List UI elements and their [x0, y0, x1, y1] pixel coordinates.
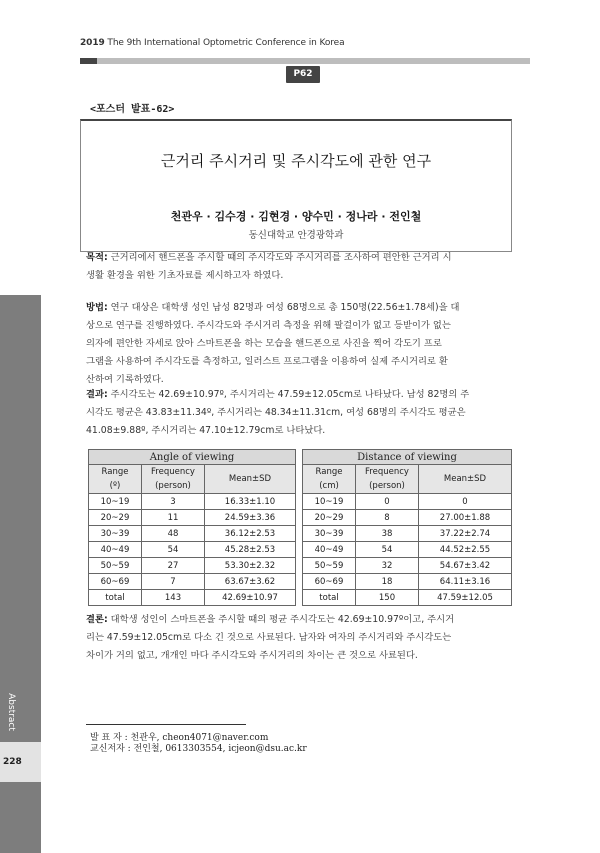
- objective-section: [86, 249, 510, 285]
- objective-line-2: 생활 환경을 위한 기초자료를 제시하고자 하였다.: [86, 270, 284, 281]
- footnote-rule: [86, 724, 246, 725]
- table-row-total: total 143 42.69±10.97: [89, 590, 296, 606]
- distance-header-range: Range (cm): [303, 465, 356, 494]
- conclusion-section: [86, 611, 510, 665]
- table-row: 60~69 18 64.11±3.16: [303, 574, 512, 590]
- presenter-footnote: 발 표 자 : 천관우, cheon4071@naver.com: [90, 733, 269, 743]
- table-row: 20~29 11 24.59±3.36: [89, 510, 296, 526]
- distance-header-frequency: Frequency (person): [356, 465, 419, 494]
- table-row: 20~29 8 27.00±1.88: [303, 510, 512, 526]
- distance-of-viewing-table: [302, 449, 512, 606]
- paper-title: 근거리 주시거리 및 주시각도에 관한 연구: [160, 152, 432, 170]
- angle-header-mean: Mean±SD: [205, 465, 296, 494]
- objective-line-1: 목적: 근거리에서 핸드폰을 주시할 때의 주시각도와 주시거리를 조사하여 편안한 근거리 시: [86, 252, 452, 263]
- poster-code-badge: P62: [286, 66, 320, 83]
- conference-name: The 9th International Optometric Conference in Korea: [107, 38, 345, 48]
- angle-of-viewing-table: [88, 449, 296, 606]
- table-row: 10~19 3 16.33±1.10: [89, 494, 296, 510]
- conference-header: [80, 38, 345, 48]
- table-row: 40~49 54 44.52±2.55: [303, 542, 512, 558]
- methods-line-2: 상으로 연구를 진행하였다. 주시각도와 주시거리 측정을 위해 팔걸이가 없고 등받이가 없는: [86, 320, 451, 331]
- results-line-3: 41.08±9.88º, 주시거리는 47.10±12.79cm로 나타났다.: [86, 425, 326, 436]
- table-row: 30~39 38 37.22±2.74: [303, 526, 512, 542]
- conclusion-line-3: 차이가 거의 없고, 개개인 마다 주시각도와 주시거리의 차이는 큰 것으로 사료된다.: [86, 650, 418, 661]
- methods-line-5: 산하여 기록하였다.: [86, 374, 164, 385]
- header-bar-light: [97, 58, 530, 64]
- angle-header-frequency: Frequency (person): [142, 465, 205, 494]
- corresponding-footnote: 교신저자 : 전인철, 0613303554, icjeon@dsu.ac.kr: [90, 744, 307, 754]
- conclusion-line-1: 결론: 대학생 성인이 스마트폰을 주시할 때의 평균 주시각도는 42.69±10.97º이고, 주시거: [86, 614, 455, 625]
- methods-line-1: 방법: 연구 대상은 대학생 성인 남성 82명과 여성 68명으로 총 150명(22.56±1.78세)을 대: [86, 302, 460, 313]
- affiliation: 동신대학교 안경광학과: [248, 230, 344, 241]
- table-row: 50~59 32 54.67±3.42: [303, 558, 512, 574]
- methods-label: 방법:: [86, 302, 108, 313]
- author-list: 천관우 · 김수경 · 김현경 · 양수민 · 정나라 · 전인철: [170, 210, 422, 223]
- table-row: 50~59 27 53.30±2.32: [89, 558, 296, 574]
- methods-line-3: 의자에 편안한 자세로 앉아 스마트폰을 하는 모습을 핸드폰으로 사진을 찍어 각도기 프로: [86, 338, 442, 349]
- results-label: 결과:: [86, 389, 108, 400]
- table-row: 40~49 54 45.28±2.53: [89, 542, 296, 558]
- conference-year: 2019: [80, 38, 105, 48]
- conclusion-label: 결론:: [86, 614, 108, 625]
- table-row-total: total 150 47.59±12.05: [303, 590, 512, 606]
- objective-label: 목적:: [86, 252, 108, 263]
- header-bar-dark: [80, 58, 97, 64]
- angle-table-caption: Angle of viewing: [89, 450, 296, 465]
- page-number: 228: [3, 757, 22, 767]
- methods-line-4: 그램을 사용하여 주시각도를 측정하고, 일러스트 프로그램을 이용하여 실제 주시거리로 환: [86, 356, 448, 367]
- table-row: 10~19 0 0: [303, 494, 512, 510]
- results-line-2: 시각도 평균은 43.83±11.34º, 주시거리는 48.34±11.31cm, 여성 68명의 주시각도 평균은: [86, 407, 466, 418]
- results-section: [86, 386, 510, 440]
- angle-header-range: Range (º): [89, 465, 142, 494]
- sidebar-section-label: Abstract: [5, 693, 16, 731]
- poster-label: <포스터 발표-62>: [90, 104, 175, 115]
- distance-header-mean: Mean±SD: [419, 465, 512, 494]
- conclusion-line-2: 리는 47.59±12.05cm로 다소 긴 것으로 사료된다. 남자와 여자의 주시거리와 주시각도는: [86, 632, 452, 643]
- table-row: 60~69 7 63.67±3.62: [89, 574, 296, 590]
- distance-table-caption: Distance of viewing: [303, 450, 512, 465]
- table-row: 30~39 48 36.12±2.53: [89, 526, 296, 542]
- methods-section: [86, 299, 510, 389]
- results-line-1: 결과: 주시각도는 42.69±10.97º, 주시거리는 47.59±12.05cm로 나타났다. 남성 82명의 주: [86, 389, 470, 400]
